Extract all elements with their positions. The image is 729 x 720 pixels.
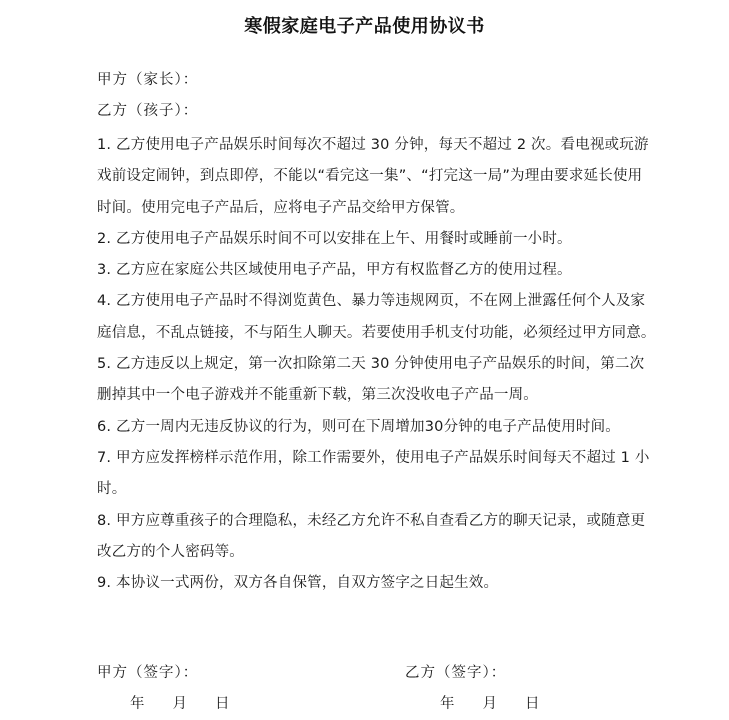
clause-4: 4. 乙方使用电子产品时不得浏览黄色、暴力等违规网页，不在网上泄露任何个人及家庭信息，不乱点链接，不与陌生人聊天。若要使用手机支付功能，必须经过甲方同意。 [97,293,656,341]
party-b-date [440,692,540,713]
clause-list [97,130,657,599]
party-a-date [130,692,230,713]
party-b-signature-label: 乙方（签字）： [405,665,507,681]
clause-8: 8. 甲方应尊重孩子的合理隐私，未经乙方允许不私自查看乙方的聊天记录，或随意更改乙方的个人密码等。 [97,512,646,560]
party-a-line: 甲方（家长）： [97,72,199,88]
date-year-label: 年 [440,696,455,712]
date-year-label: 年 [130,696,145,712]
date-day-label: 日 [525,696,540,712]
clause-5: 5. 乙方违反以上规定，第一次扣除第二天 30 分钟使用电子产品娱乐的时间，第二次删掉其中一个电子游戏并不能重新下载，第三次没收电子产品一周。 [97,356,645,404]
clause-3: 3. 乙方应在家庭公共区域使用电子产品，甲方有权监督乙方的使用过程。 [97,262,572,279]
party-a-signature-label: 甲方（签字）： [97,665,199,681]
clause-7: 7. 甲方应发挥榜样示范作用，除工作需要外，使用电子产品娱乐时间每天不超过 1 小时。 [97,449,650,498]
clause-1: 1. 乙方使用电子产品娱乐时间每次不超过 30 分钟，每天不超过 2 次。看电视或玩游戏前设定闹钟，到点即停，不能以“看完这一集”、“打完这一局”为理由要求延长使用时间。使用完电子产品后，应将电子产品交给甲方保管。 [97,137,649,216]
document-title: 寒假家庭电子产品使用协议书 [244,16,485,37]
date-day-label: 日 [215,696,230,712]
date-month-label: 月 [482,696,497,712]
clause-2: 2. 乙方使用电子产品娱乐时间不可以安排在上午、用餐时或睡前一小时。 [97,230,572,247]
clause-9: 9. 本协议一式两份，双方各自保管，自双方签字之日起生效。 [97,575,499,592]
date-month-label: 月 [172,696,187,712]
clause-6: 6. 乙方一周内无违反协议的行为，则可在下周增加30分钟的电子产品使用时间。 [97,418,620,435]
party-b-line: 乙方（孩子）： [97,103,199,119]
